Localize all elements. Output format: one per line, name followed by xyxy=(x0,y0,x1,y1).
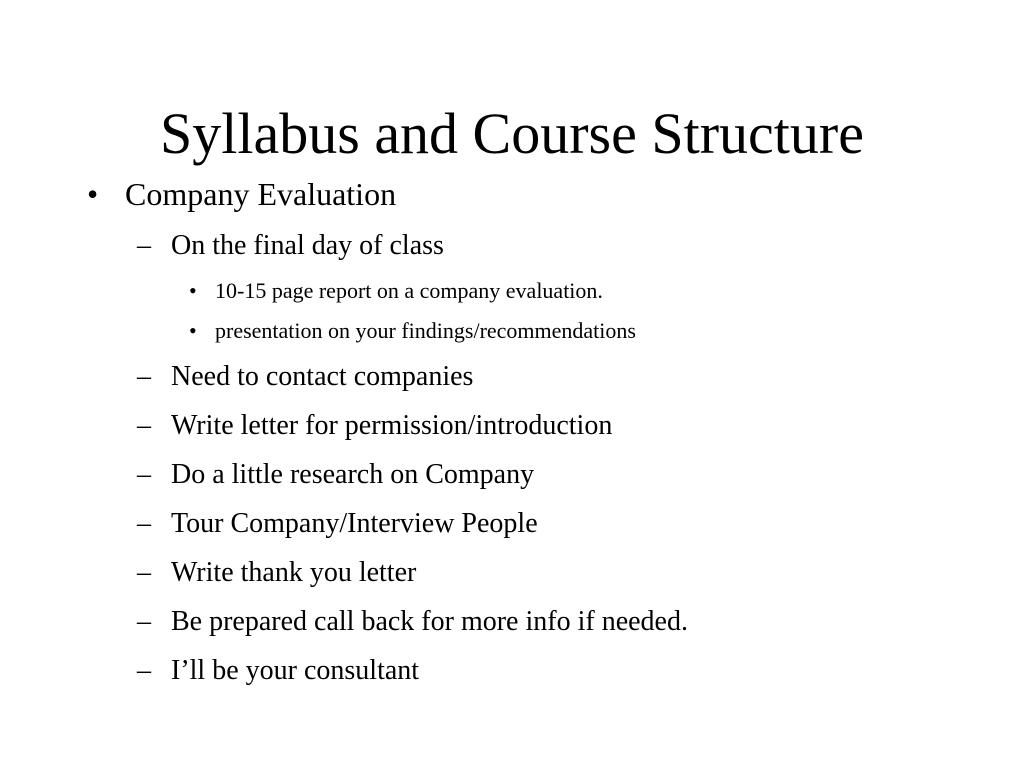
bullet-marker: • xyxy=(189,318,197,343)
dash-marker: – xyxy=(137,459,151,490)
sub-sub-item-label: presentation on your findings/recommendations xyxy=(215,318,636,343)
sub-item-label: Need to contact companies xyxy=(171,361,474,392)
bullet-marker: • xyxy=(87,176,99,212)
sub-item-label: Do a little research on Company xyxy=(171,459,535,490)
slide-title: Syllabus and Course Structure xyxy=(160,101,864,166)
dash-marker: – xyxy=(137,606,151,637)
sub-item-label: I’ll be your consultant xyxy=(171,655,420,686)
dash-marker: – xyxy=(137,655,151,686)
dash-marker: – xyxy=(137,410,151,441)
sub-item-label: Write letter for permission/introduction xyxy=(171,410,613,441)
sub-item-label: On the final day of class xyxy=(171,230,444,261)
dash-marker: – xyxy=(137,557,151,588)
bullet-marker: • xyxy=(189,278,197,303)
dash-marker: – xyxy=(137,361,151,392)
dash-marker: – xyxy=(137,230,151,261)
sub-sub-item-label: 10-15 page report on a company evaluation. xyxy=(215,278,603,303)
dash-marker: – xyxy=(137,508,151,539)
sub-item-label: Be prepared call back for more info if needed. xyxy=(171,606,688,637)
bullet-label: Company Evaluation xyxy=(125,176,397,212)
sub-item-label: Tour Company/Interview People xyxy=(171,508,538,539)
sub-item-label: Write thank you letter xyxy=(171,557,417,588)
